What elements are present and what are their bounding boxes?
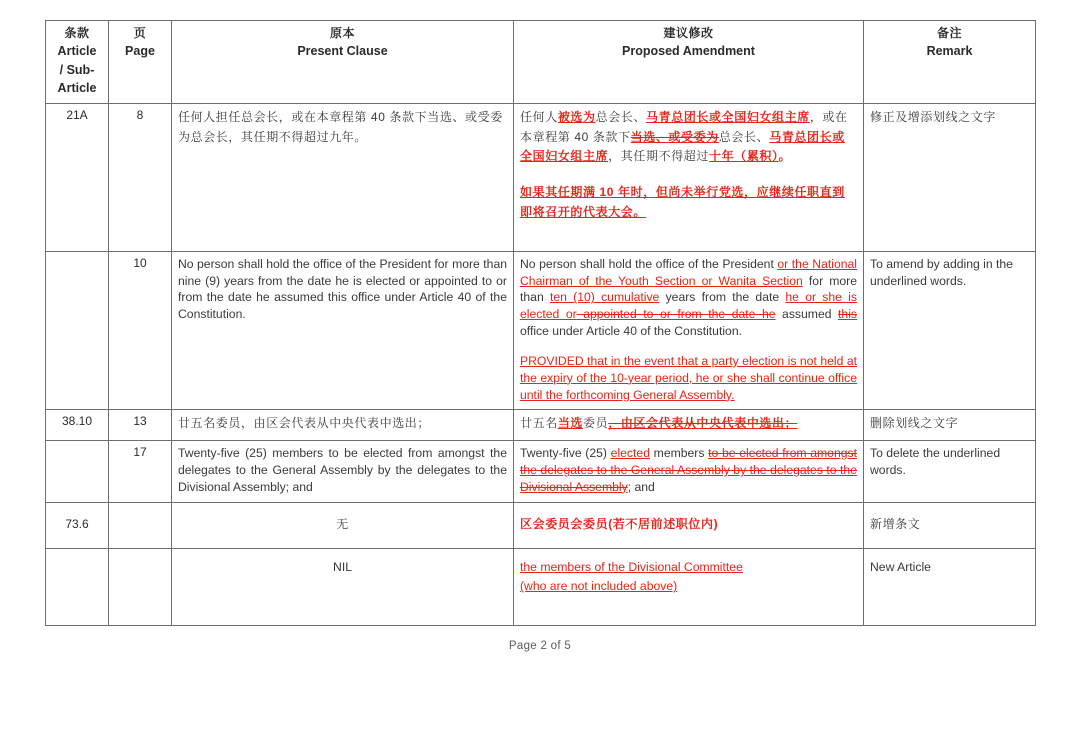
cell-present-clause [172, 103, 514, 251]
present-clause-text: 廿五名委员，由区会代表从中央代表中选出； [178, 416, 431, 431]
amendment-paragraph-1 [520, 256, 857, 340]
amendment-paragraph-2: 如果其任期满 10 年时，但尚未举行党选，应继续任职直到即将召开的代表大会。 [520, 185, 845, 219]
amendment-text-added: elected [610, 446, 650, 461]
amendment-text-deleted: appointed to or from the date he [576, 307, 776, 322]
cell-article-number: 21A [46, 103, 109, 251]
amendment-text-plain: assumed [775, 307, 839, 322]
cell-proposed-amendment [514, 549, 864, 626]
cell-page-number: 13 [109, 410, 172, 441]
amendment-text-plain: years from the date [659, 290, 786, 305]
amendment-text-added: 马青总团长或全国妇女组主席 [646, 109, 810, 124]
column-header-remark [864, 21, 1036, 104]
column-header-remark-en: Remark [926, 44, 973, 59]
cell-article-number [46, 441, 109, 502]
cell-page-number: 10 [109, 251, 172, 410]
column-header-page [109, 21, 172, 104]
amendment-text-deleted: this [838, 307, 857, 322]
amendment-text-added: (who are not included above) [520, 579, 678, 594]
cell-remark: 修正及增添划线之文字 [864, 103, 1036, 251]
column-header-amendment-cn: 建议修改 [663, 26, 714, 40]
table-row [46, 410, 1036, 441]
amendment-text-added: ten (10) cumulative [549, 290, 660, 305]
cell-present-clause [172, 251, 514, 410]
present-clause-text: 任何人担任总会长，或在本章程第 40 条款下当选、或受委为总会长，其任期不得超过九年。 [178, 109, 503, 144]
page-footer: Page 2 of 5 [508, 640, 572, 653]
cell-article-number: 38.10 [46, 410, 109, 441]
amendment-text-plain: ，或在本章程第 40 条款下 [520, 109, 848, 144]
table-row [46, 103, 1036, 251]
cell-present-clause [172, 410, 514, 441]
table-row [46, 549, 1036, 626]
cell-remark: New Article [864, 549, 1036, 626]
column-header-article-en-line2: / Sub- [59, 62, 95, 77]
amendment-text-plain: No person shall hold the office of the President [520, 256, 778, 271]
cell-page-number: 17 [109, 441, 172, 502]
cell-proposed-amendment [514, 441, 864, 502]
amendment-table [45, 20, 1036, 626]
amendment-text-deleted: to be elected from amongst the delegates to the General Assembly by the delegates to the Divisional Assembly [520, 446, 857, 494]
amendment-text-added: or the National Chairman of the Youth Section or Wanita Section [520, 256, 857, 288]
amendment-text-plain: ; and [627, 479, 655, 494]
cell-article-number: 73.6 [46, 502, 109, 549]
amendment-text-plain: ，其任期不得超过 [608, 149, 710, 164]
amendment-text-added: 十年（累积） [709, 149, 779, 164]
cell-proposed-amendment [514, 103, 864, 251]
cell-page-number [109, 502, 172, 549]
column-header-article [46, 21, 109, 104]
amendment-text-added: 区会委员会委员(若不居前述职位内) [520, 516, 719, 531]
column-header-present-clause [172, 21, 514, 104]
amendment-paragraph-1 [520, 559, 857, 576]
column-header-article-en-line1: Article [57, 44, 97, 59]
amendment-text-added: 。 [778, 149, 792, 164]
amendment-text-deleted: ，由区会代表从中央代表中选出； [608, 416, 798, 431]
amendment-text-added: the members of the Divisional Committee [520, 560, 743, 575]
cell-page-number: 8 [109, 103, 172, 251]
amendment-text-plain: Twenty-five (25) [520, 446, 611, 461]
amendment-paragraph-2 [520, 578, 857, 595]
column-header-remark-cn: 备注 [936, 26, 962, 40]
amendment-text-plain: 廿五名 [520, 416, 558, 431]
amendment-text-plain: office under Article 40 of the Constitution. [520, 324, 742, 339]
table-row [46, 251, 1036, 410]
cell-article-number [46, 549, 109, 626]
amendment-paragraph-1 [520, 108, 857, 167]
header-row [46, 21, 1036, 104]
cell-proposed-amendment [514, 251, 864, 410]
column-header-present-cn: 原本 [329, 26, 355, 40]
amendment-paragraph-1 [520, 445, 857, 495]
amendment-paragraph-1 [520, 414, 857, 434]
cell-remark: To amend by adding in the underlined words. [864, 251, 1036, 410]
cell-proposed-amendment [514, 410, 864, 441]
cell-present-clause [172, 441, 514, 502]
column-header-article-en-line3: Article [57, 80, 97, 95]
amendment-text-added: 被选为 [557, 109, 596, 124]
table-row [46, 502, 1036, 549]
column-header-proposed-amendment [514, 21, 864, 104]
cell-present-clause: NIL [172, 549, 514, 626]
table-row [46, 441, 1036, 502]
amendment-text-plain: 委员 [583, 416, 609, 431]
amendment-text-deleted: 当选、或受委为 [630, 129, 719, 144]
column-header-article-cn: 条款 [64, 26, 90, 40]
cell-remark: 新增条文 [864, 502, 1036, 549]
amendment-text-added: 当选 [557, 416, 584, 431]
cell-page-number [109, 549, 172, 626]
amendment-text-plain: 任何人 [520, 109, 558, 124]
cell-present-clause: 无 [172, 502, 514, 549]
amendment-text-added: he or she is elected or [520, 290, 857, 322]
column-header-page-cn: 页 [133, 26, 147, 40]
amendment-text-plain: 总会长、 [718, 129, 770, 144]
column-header-amendment-en: Proposed Amendment [622, 44, 755, 59]
table-header [46, 21, 1036, 104]
amendment-text-plain: members [649, 446, 709, 461]
cell-article-number [46, 251, 109, 410]
cell-remark: To delete the underlined words. [864, 441, 1036, 502]
present-clause-text: Twenty-five (25) members to be elected from amongst the delegates to the General Assembly by the delegates to the Divisional Assembly; and [178, 446, 507, 494]
cell-proposed-amendment [514, 502, 864, 549]
table-body [46, 103, 1036, 625]
cell-remark: 删除划线之文字 [864, 410, 1036, 441]
column-header-page-en: Page [125, 44, 155, 59]
amendment-text-plain: 总会长、 [595, 109, 647, 124]
amendment-text-added: 马青总团长或全国妇女组主席 [520, 129, 845, 164]
column-header-present-en: Present Clause [297, 44, 388, 59]
amendment-paragraph-proviso: PROVIDED that in the event that a party election is not held at the expiry of the 10-year period, he or she shall continue office until the forthcoming General Assembly. [520, 353, 857, 402]
present-clause-text: No person shall hold the office of the President for more than nine (9) years from the date he is elected or appointed to or from the date he assumed this office under Article 40 of the Constitution. [178, 256, 507, 322]
amendment-text-plain: for more than [520, 273, 857, 305]
